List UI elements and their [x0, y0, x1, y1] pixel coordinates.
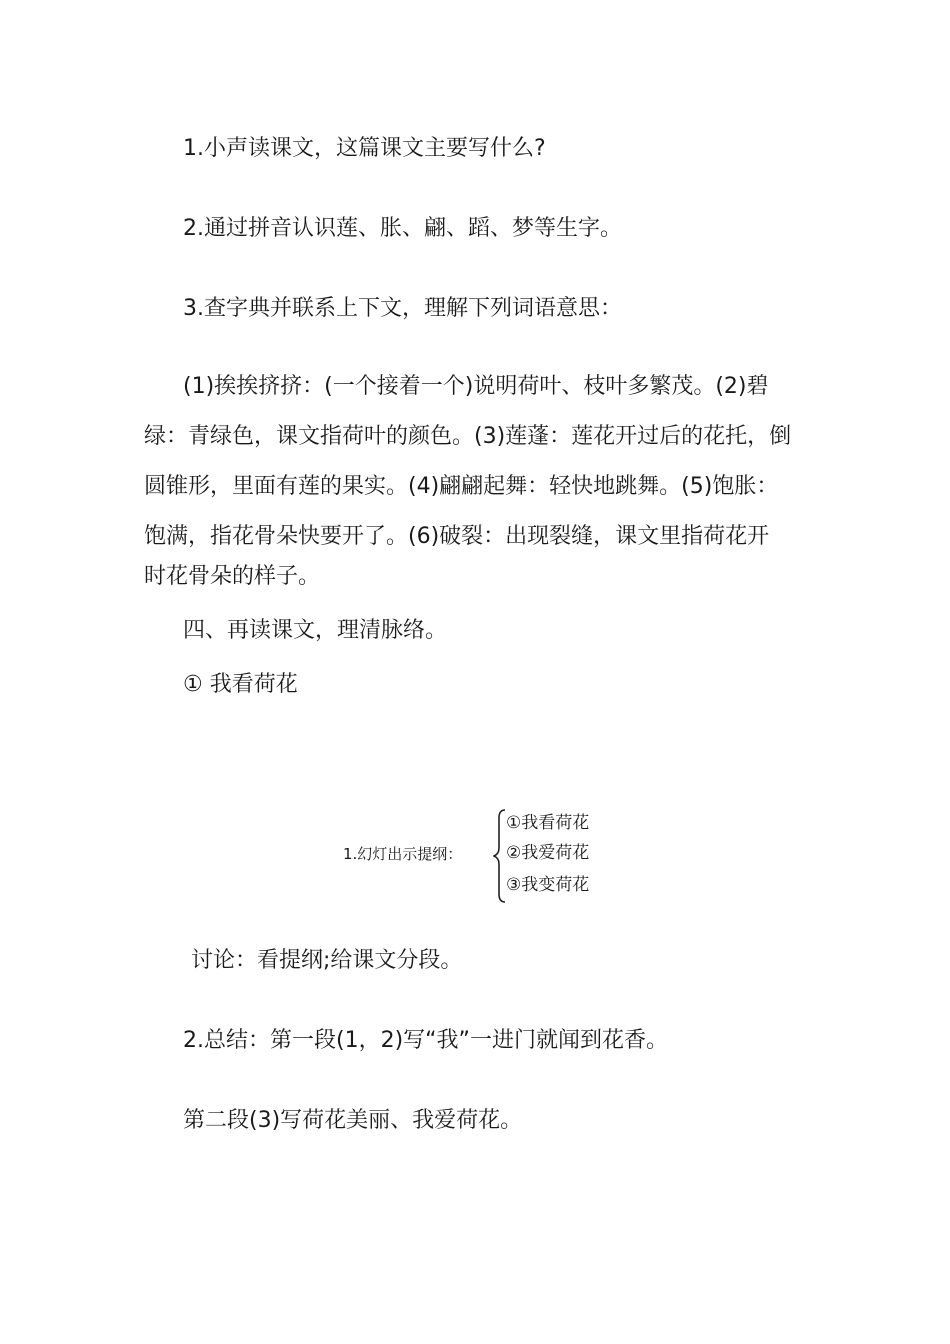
diagram-option: ①我看荷花	[506, 813, 590, 833]
discussion-text: 讨论：看提纲;给课文分段。	[191, 948, 463, 973]
summary-text: 2.总结：第一段(1，2)写“我”一进门就闻到花香。	[183, 1028, 668, 1053]
definitions-line: 圆锥形，里面有莲的果实。(4)翩翩起舞：轻快地跳舞。(5)饱胀：	[144, 474, 779, 499]
paragraph-two-text: 第二段(3)写荷花美丽、我爱荷花。	[183, 1108, 523, 1133]
section-heading: 四、再读课文，理清脉络。	[183, 618, 448, 643]
outline-item: ① 我看荷花	[183, 672, 298, 697]
brace-icon	[493, 808, 507, 904]
definitions-line: 时花骨朵的样子。	[144, 564, 321, 589]
diagram-option: ③我变荷花	[506, 875, 590, 895]
question-2: 2.通过拼音认识莲、胀、翩、蹈、梦等生字。	[183, 216, 622, 241]
definitions-line: 饱满，指花骨朵快要开了。(6)破裂：出现裂缝，课文里指荷花开	[144, 524, 770, 549]
question-3: 3.查字典并联系上下文，理解下列词语意思：	[183, 296, 622, 321]
definitions-line: (1)挨挨挤挤：(一个接着一个)说明荷叶、枝叶多繁茂。(2)碧	[183, 374, 769, 399]
definitions-line: 绿：青绿色，课文指荷叶的颜色。(3)莲蓬：莲花开过后的花托，倒	[144, 424, 792, 449]
diagram-option: ②我爱荷花	[506, 843, 590, 863]
question-1: 1.小声读课文，这篇课文主要写什么?	[183, 136, 546, 161]
diagram-lead: 1.幻灯出示提纲：	[343, 845, 463, 863]
outline-diagram	[343, 808, 613, 908]
